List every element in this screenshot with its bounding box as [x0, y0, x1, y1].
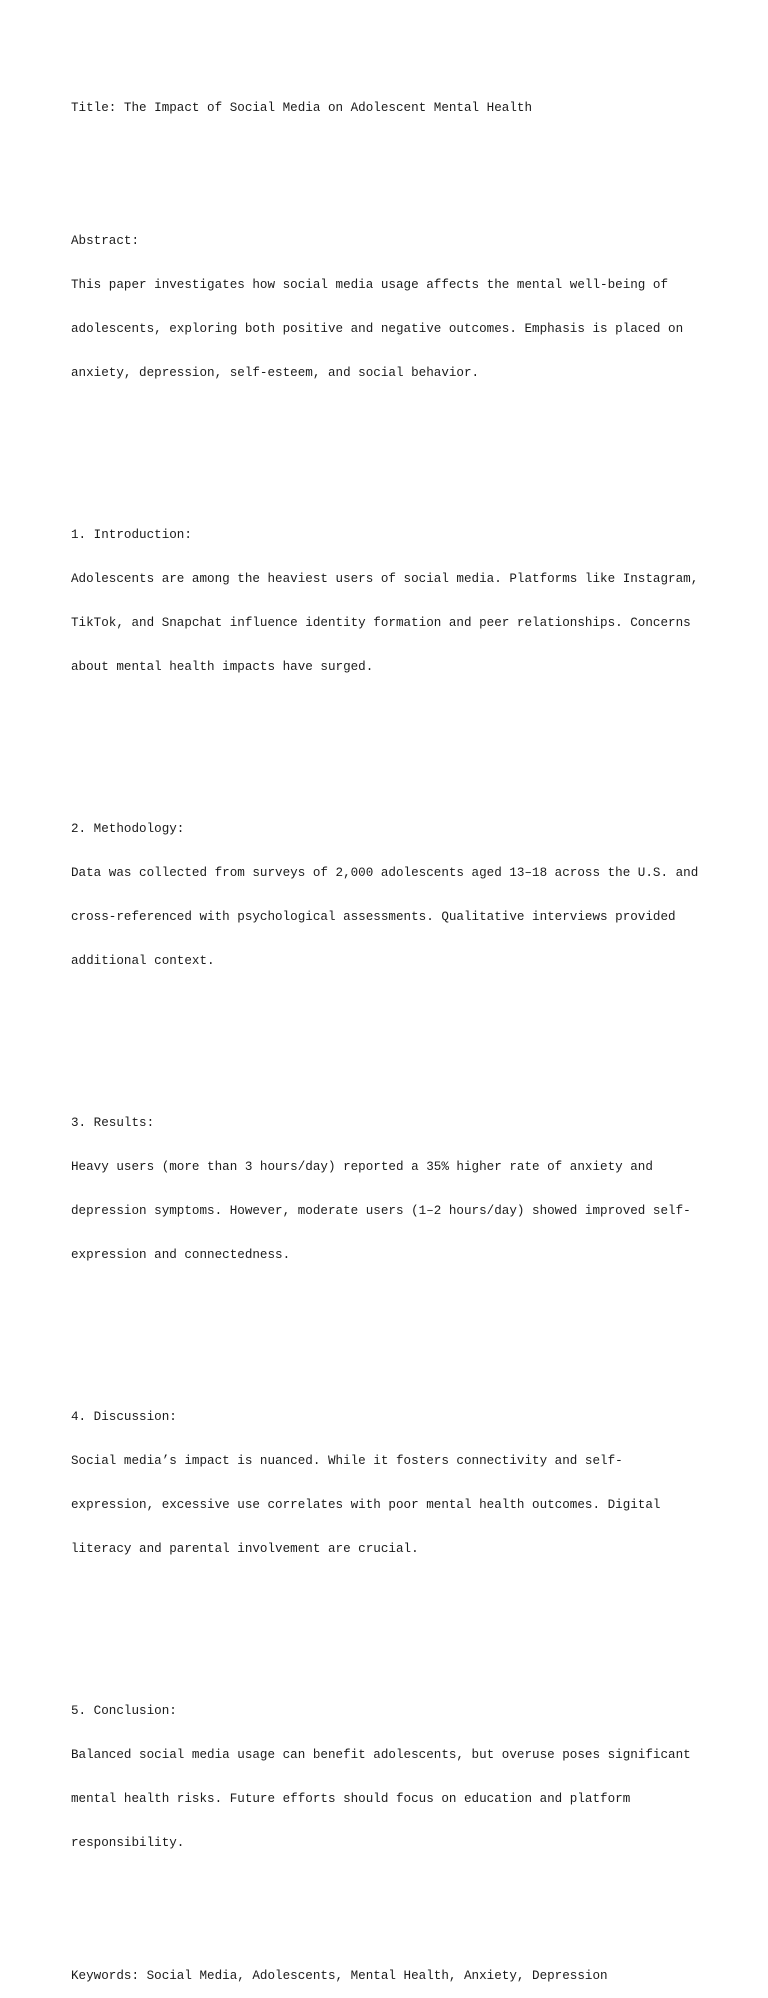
section-discussion: [71, 1381, 711, 1587]
section-line: Balanced social media usage can benefit adolescents, but overuse poses significant: [71, 1748, 691, 1763]
section-line: responsibility.: [71, 1836, 185, 1851]
spacer: [71, 440, 711, 455]
spacer: [71, 1616, 711, 1631]
section-heading: 5. Conclusion:: [71, 1703, 177, 1718]
section-line: Data was collected from surveys of 2,000 adolescents aged 13–18 across the U.S. and: [71, 865, 699, 880]
section-conclusion: [71, 1675, 711, 1881]
abstract-line: anxiety, depression, self-esteem, and social behavior.: [71, 366, 480, 381]
section-line: Adolescents are among the heaviest users of social media. Platforms like Instagram,: [71, 571, 699, 586]
spacer: [71, 146, 711, 161]
abstract-line: This paper investigates how social media usage affects the mental well-being of: [71, 277, 669, 292]
section-heading: 3. Results:: [71, 1115, 155, 1130]
section-methodology: [71, 792, 711, 998]
paper-page: [71, 72, 711, 1998]
section-line: expression, excessive use correlates with poor mental health outcomes. Digital: [71, 1498, 661, 1513]
section-line: TikTok, and Snapchat influence identity formation and peer relationships. Concerns: [71, 615, 691, 630]
section-line: cross-referenced with psychological assessments. Qualitative interviews provided: [71, 910, 676, 925]
section-results: [71, 1086, 711, 1292]
keywords-line: Keywords: Social Media, Adolescents, Mental Health, Anxiety, Depression: [71, 1968, 608, 1983]
abstract-heading: Abstract:: [71, 233, 140, 248]
section-line: additional context.: [71, 954, 215, 969]
abstract-section: [71, 204, 711, 410]
paper-title: Title: The Impact of Social Media on Adolescent Mental Health: [71, 101, 533, 116]
section-line: literacy and parental involvement are crucial.: [71, 1542, 419, 1557]
section-heading: 1. Introduction:: [71, 527, 192, 542]
spacer: [71, 1028, 711, 1043]
section-heading: 4. Discussion:: [71, 1409, 177, 1424]
section-line: Social media’s impact is nuanced. While it fosters connectivity and self-: [71, 1454, 623, 1469]
section-introduction: [71, 498, 711, 704]
section-line: depression symptoms. However, moderate users (1–2 hours/day) showed improved self-: [71, 1204, 691, 1219]
section-line: about mental health impacts have surged.: [71, 660, 374, 675]
spacer: [71, 1910, 711, 1925]
spacer: [71, 1322, 711, 1337]
spacer: [71, 734, 711, 749]
section-line: mental health risks. Future efforts should focus on education and platform: [71, 1792, 631, 1807]
section-heading: 2. Methodology:: [71, 821, 185, 836]
section-line: Heavy users (more than 3 hours/day) reported a 35% higher rate of anxiety and: [71, 1159, 653, 1174]
section-line: expression and connectedness.: [71, 1248, 291, 1263]
abstract-line: adolescents, exploring both positive and negative outcomes. Emphasis is placed on: [71, 321, 684, 336]
